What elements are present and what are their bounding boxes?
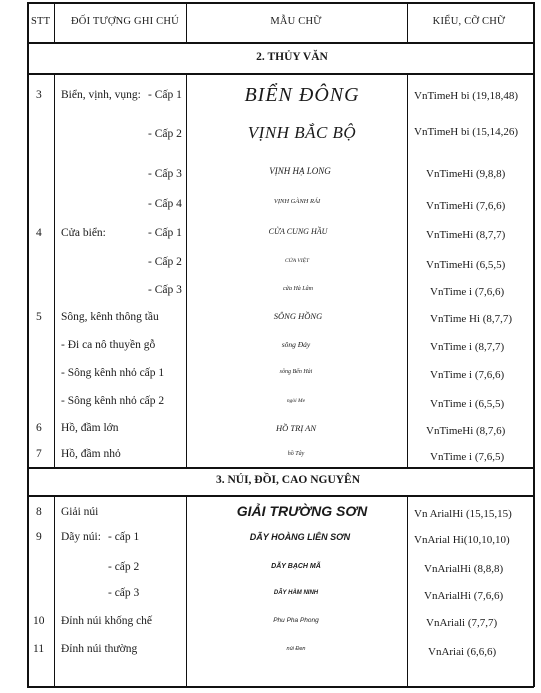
- row-font: VnTimeHi (7,6,6): [426, 200, 506, 212]
- row-level: - Cấp 4: [148, 198, 182, 210]
- section-terrain-top-rule: [27, 467, 534, 469]
- sample-song-hong: SÔNG HỒNG: [273, 311, 323, 321]
- column-rule-3b: [407, 73, 408, 468]
- row-stt: 7: [36, 448, 42, 460]
- row-font: Vn ArialHi (15,15,15): [414, 508, 512, 520]
- row-name: Hồ, đầm nhỏ: [61, 448, 121, 460]
- column-rule-3c: [407, 495, 408, 687]
- row-level: - Cấp 1: [148, 227, 182, 239]
- row-level: - Cấp 2: [148, 128, 182, 140]
- row-font: VnTimeHi (8,7,7): [426, 229, 506, 241]
- row-stt: 11: [33, 643, 45, 655]
- section-terrain-title: 3. NÚI, ĐỒI, CAO NGUYÊN: [215, 474, 361, 486]
- row-name: - Đi ca nô thuyền gỗ: [61, 339, 156, 351]
- section-hydro-bottom-rule: [27, 73, 534, 75]
- row-level: - Cấp 3: [148, 168, 182, 180]
- header-bottom-rule: [27, 42, 534, 44]
- row-stt: 3: [36, 89, 42, 101]
- row-font: VnArialHi (8,8,8): [424, 563, 504, 575]
- row-font: VnTimeHi (9,8,8): [426, 168, 506, 180]
- sample-vinh-bac-bo: VỊNH BẮC BỘ: [247, 123, 357, 142]
- row-font: VnTime i (7,6,5): [430, 451, 505, 463]
- column-rule-2: [186, 2, 187, 43]
- row-name: Giải núi: [61, 506, 99, 518]
- row-stt: 8: [36, 506, 42, 518]
- row-level: - Cấp 3: [148, 284, 182, 296]
- row-font: VnTime i (8,7,7): [430, 341, 505, 353]
- sample-ho-tri-an: HỒ TRỊ AN: [276, 423, 316, 433]
- row-font: VnTime i (7,6,6): [430, 369, 505, 381]
- row-name: Dãy núi:: [61, 531, 101, 543]
- row-font: VnArial Hi(10,10,10): [414, 534, 510, 546]
- sample-song-ben-hai: sông Bến Hải: [279, 369, 313, 375]
- row-name: Cửa biển:: [61, 227, 106, 239]
- sample-ngoi-me: ngòi Me: [286, 398, 306, 404]
- row-font: VnAriali (7,7,7): [426, 617, 498, 629]
- row-font: VnTimeHi (6,5,5): [426, 259, 506, 271]
- header-font: KIỂU, CỠ CHỮ: [432, 16, 506, 27]
- row-level: - Cấp 2: [148, 256, 182, 268]
- sample-day-ham-ninh: DÃY HÀM NINH: [273, 590, 319, 596]
- sample-cua-cung-hau: CỬA CUNG HẦU: [268, 227, 328, 236]
- row-font: VnTime Hi (8,7,7): [430, 313, 513, 325]
- header-object: ĐỐI TƯỢNG GHI CHÚ: [71, 16, 179, 27]
- row-name: - Sông kênh nhỏ cấp 1: [61, 367, 165, 379]
- table-border-left: [27, 2, 29, 687]
- sample-ho-tay: hồ Tây: [287, 451, 305, 457]
- column-rule-1b: [54, 73, 55, 468]
- row-font: VnTime i (7,6,6): [430, 286, 505, 298]
- row-name: Đỉnh núi khống chế: [61, 615, 153, 627]
- sample-phu-pha-phong: Phu Pha Phong: [273, 617, 319, 624]
- column-rule-2b: [186, 73, 187, 468]
- row-font: VnTimeHi (8,7,6): [426, 425, 506, 437]
- row-level: - Cấp 1: [148, 89, 182, 101]
- sample-day-hoang-lien-son: DÃY HOÀNG LIÊN SƠN: [249, 532, 351, 542]
- sample-bien-dong: BIỂN ĐÔNG: [244, 84, 360, 106]
- row-font: VnTimeH bi (15,14,26): [414, 126, 519, 138]
- sample-cua-ha-lam: cửa Hà Lâm: [283, 286, 313, 292]
- row-level: - cấp 3: [108, 587, 140, 599]
- table-border-top: [27, 2, 534, 4]
- header-sample: MẪU CHỮ: [270, 16, 322, 27]
- sample-vinh-ha-long: VỊNH HẠ LONG: [269, 166, 331, 176]
- header-stt: STT: [31, 16, 51, 27]
- row-font: VnAriai (6,6,6): [428, 646, 497, 658]
- section-terrain-bottom-rule: [27, 495, 534, 497]
- row-stt: 9: [36, 531, 42, 543]
- row-font: VnTimeH bi (19,18,48): [414, 90, 519, 102]
- sample-nui-den: núi Đen: [286, 646, 306, 652]
- column-rule-1: [54, 2, 55, 43]
- row-stt: 10: [33, 615, 45, 627]
- column-rule-2c: [186, 495, 187, 687]
- column-rule-3: [407, 2, 408, 43]
- row-name: - Sông kênh nhỏ cấp 2: [61, 395, 165, 407]
- row-stt: 6: [36, 422, 42, 434]
- row-level: - cấp 1: [108, 531, 140, 543]
- row-font: VnArialHi (7,6,6): [424, 590, 504, 602]
- row-name: Đỉnh núi thường: [61, 643, 138, 655]
- column-rule-1c: [54, 495, 55, 687]
- sample-song-day: sông Đáy: [281, 340, 311, 349]
- section-hydro-title: 2. THỦY VĂN: [256, 51, 328, 63]
- row-name: Sông, kênh thông tầu: [61, 311, 159, 323]
- sample-day-bach-ma: DÃY BẠCH MÃ: [271, 563, 321, 570]
- sample-vinh-ganh-rai: VỊNH GÀNH RÁI: [273, 198, 321, 205]
- row-stt: 5: [36, 311, 42, 323]
- sample-giai-truong-son: GIẢI TRƯỜNG SƠN: [236, 503, 368, 519]
- row-name: Hồ, đầm lớn: [61, 422, 119, 434]
- row-stt: 4: [36, 227, 42, 239]
- row-name: Biển, vịnh, vụng:: [61, 89, 141, 101]
- table-border-right: [533, 2, 535, 687]
- table-border-bottom: [27, 686, 534, 688]
- sample-cua-viet: CỬA VIỆT: [284, 258, 310, 264]
- row-font: VnTime i (6,5,5): [430, 398, 505, 410]
- row-level: - cấp 2: [108, 561, 140, 573]
